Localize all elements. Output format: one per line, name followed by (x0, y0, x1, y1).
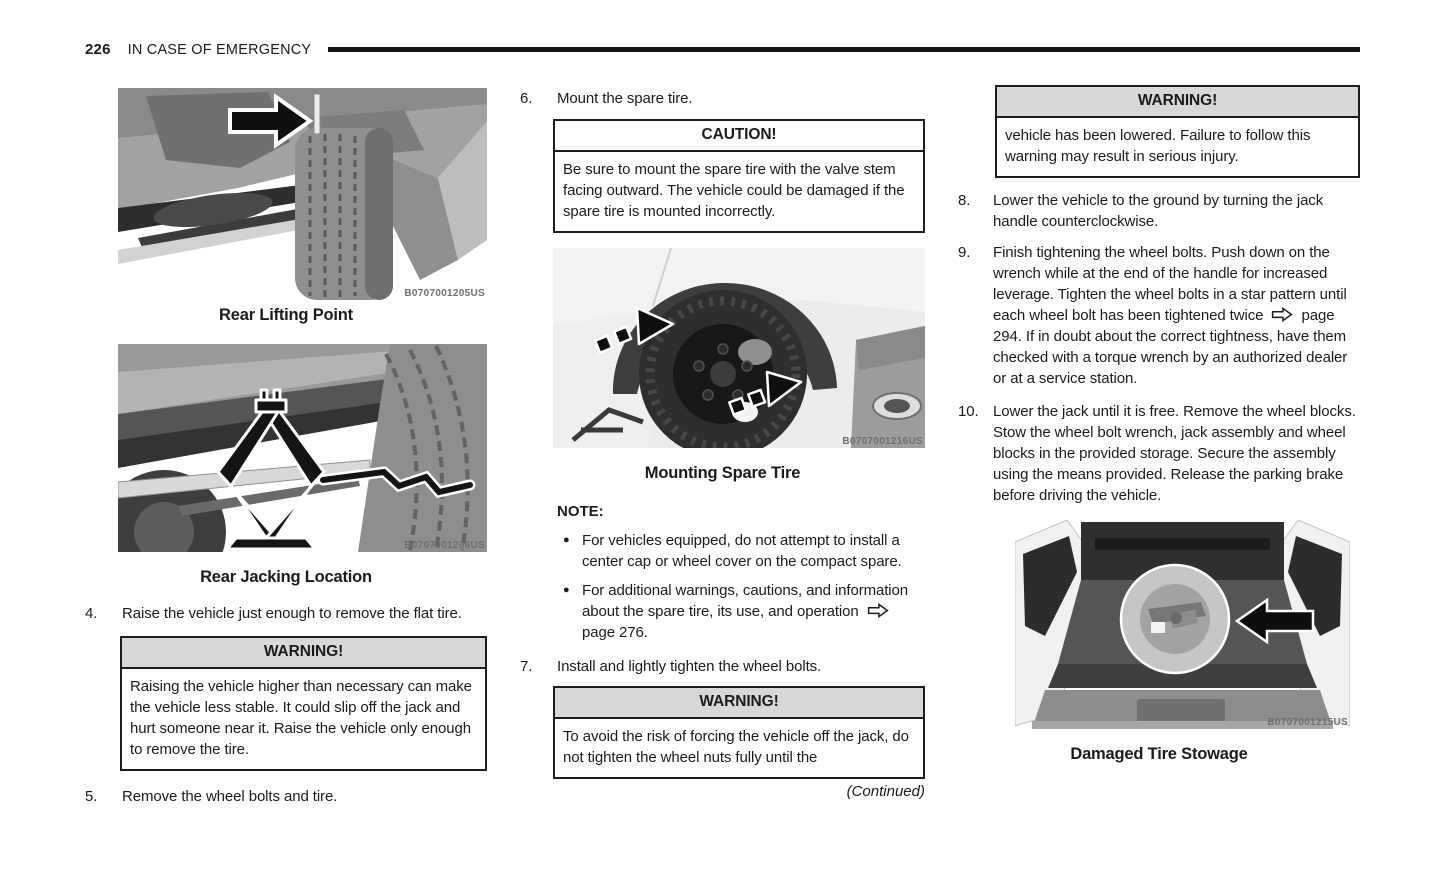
step-text-after: If in doubt about the correct tightness, have them checked with a torque wrench by an authorized dealer or at a service station. (993, 328, 1348, 387)
warning-box-left (120, 636, 487, 771)
figure-code: B0707001206US (404, 540, 485, 551)
figure-caption: Damaged Tire Stowage (1070, 745, 1248, 763)
figure-rear-lifting-point (118, 88, 487, 300)
step-8 (958, 190, 1360, 232)
column-left (85, 85, 487, 807)
bullet-icon: ● (563, 534, 570, 546)
column-right (958, 85, 1360, 764)
warning-body: vehicle has been lowered. Failure to follow this warning may result in serious injury. (1005, 127, 1311, 165)
step-9 (958, 242, 1360, 389)
figure-rear-jacking-location (118, 344, 487, 552)
continued-label: (Continued) (846, 783, 925, 800)
step-number: 9. (958, 244, 971, 261)
warning-box-right (995, 85, 1360, 178)
page-ref-276[interactable]: page 276. (582, 624, 648, 641)
note-bullet (563, 580, 925, 643)
figure-caption: Rear Lifting Point (219, 306, 353, 324)
step-number: 4. (85, 605, 98, 622)
step-10 (958, 401, 1360, 506)
step-4 (85, 603, 487, 624)
page-number: 226 (85, 41, 111, 58)
figure-caption: Rear Jacking Location (200, 568, 372, 586)
note-bullet-text-before: For additional warnings, cautions, and information about the spare tire, its use, and operation (582, 582, 909, 620)
warning-title: WARNING! (997, 87, 1358, 118)
step-number: 8. (958, 192, 971, 209)
warning-title: WARNING! (555, 688, 923, 719)
column-middle (520, 85, 925, 800)
step-text: Remove the wheel bolts and tire. (122, 788, 338, 805)
figure-code: B0707001215US (1267, 717, 1348, 728)
step-7 (520, 656, 925, 677)
figure-code: B0707001205US (404, 288, 485, 299)
caution-box (553, 119, 925, 233)
step-text: Mount the spare tire. (557, 90, 693, 107)
xref-arrow-icon (867, 603, 889, 618)
step-number: 7. (520, 658, 533, 675)
mounting-spare-tire-illustration (553, 248, 925, 448)
page-ref-294[interactable]: page 294. (993, 307, 1335, 345)
note-bullet-text: For vehicles equipped, do not attempt to install a center cap or wheel cover on the compact spare. (582, 532, 902, 570)
rear-lifting-point-illustration (118, 88, 487, 300)
bullet-icon: ● (563, 584, 570, 596)
caution-title: CAUTION! (555, 121, 923, 152)
note-bullet (563, 530, 925, 572)
section-title: IN CASE OF EMERGENCY (127, 41, 312, 58)
figure-caption: Mounting Spare Tire (644, 464, 801, 482)
xref-arrow-icon (1271, 307, 1293, 322)
figure-damaged-tire-stowage (1015, 514, 1350, 729)
step-6 (520, 88, 925, 109)
step-5 (85, 786, 487, 807)
rear-jacking-location-illustration (118, 344, 487, 552)
note-bullet-text (582, 580, 925, 643)
step-text: Lower the vehicle to the ground by turning the jack handle counterclockwise. (993, 192, 1324, 230)
warning-box-middle (553, 686, 925, 779)
page-header (85, 41, 1360, 58)
figure-mounting-spare-tire (553, 248, 925, 448)
warning-body: To avoid the risk of forcing the vehicle off the jack, do not tighten the wheel nuts fully until the (563, 728, 909, 766)
warning-body: Raising the vehicle higher than necessary can make the vehicle less stable. It could slip off the jack and hurt someone near it. Raise the vehicle only enough to remove the tire. (130, 678, 472, 758)
step-text: Lower the jack until it is free. Remove the wheel blocks. Stow the wheel bolt wrench, jack assembly and wheel blocks in the provided storage. Secure the assembly using the means provided. Release the parking brake before driving the vehicle. (993, 403, 1356, 504)
step-number: 5. (85, 788, 98, 805)
step-text (993, 242, 1360, 389)
figure-code: B0707001216US (842, 436, 923, 447)
damaged-tire-stowage-illustration (1015, 514, 1350, 729)
step-number: 10. (958, 403, 979, 420)
header-rule (328, 47, 1360, 52)
caution-body: Be sure to mount the spare tire with the valve stem facing outward. The vehicle could be damaged if the spare tire is mounted incorrectly. (563, 161, 905, 220)
warning-title: WARNING! (122, 638, 485, 669)
step-text: Install and lightly tighten the wheel bolts. (557, 658, 822, 675)
step-text: Raise the vehicle just enough to remove the flat tire. (122, 605, 462, 622)
note-label: NOTE: (557, 503, 604, 520)
step-text-before: Finish tightening the wheel bolts. Push down on the wrench while at the end of the handle for increased leverage. Tighten the wheel bolts in a star pattern until each wheel bolt has been tightened twice (993, 244, 1347, 324)
step-number: 6. (520, 90, 533, 107)
